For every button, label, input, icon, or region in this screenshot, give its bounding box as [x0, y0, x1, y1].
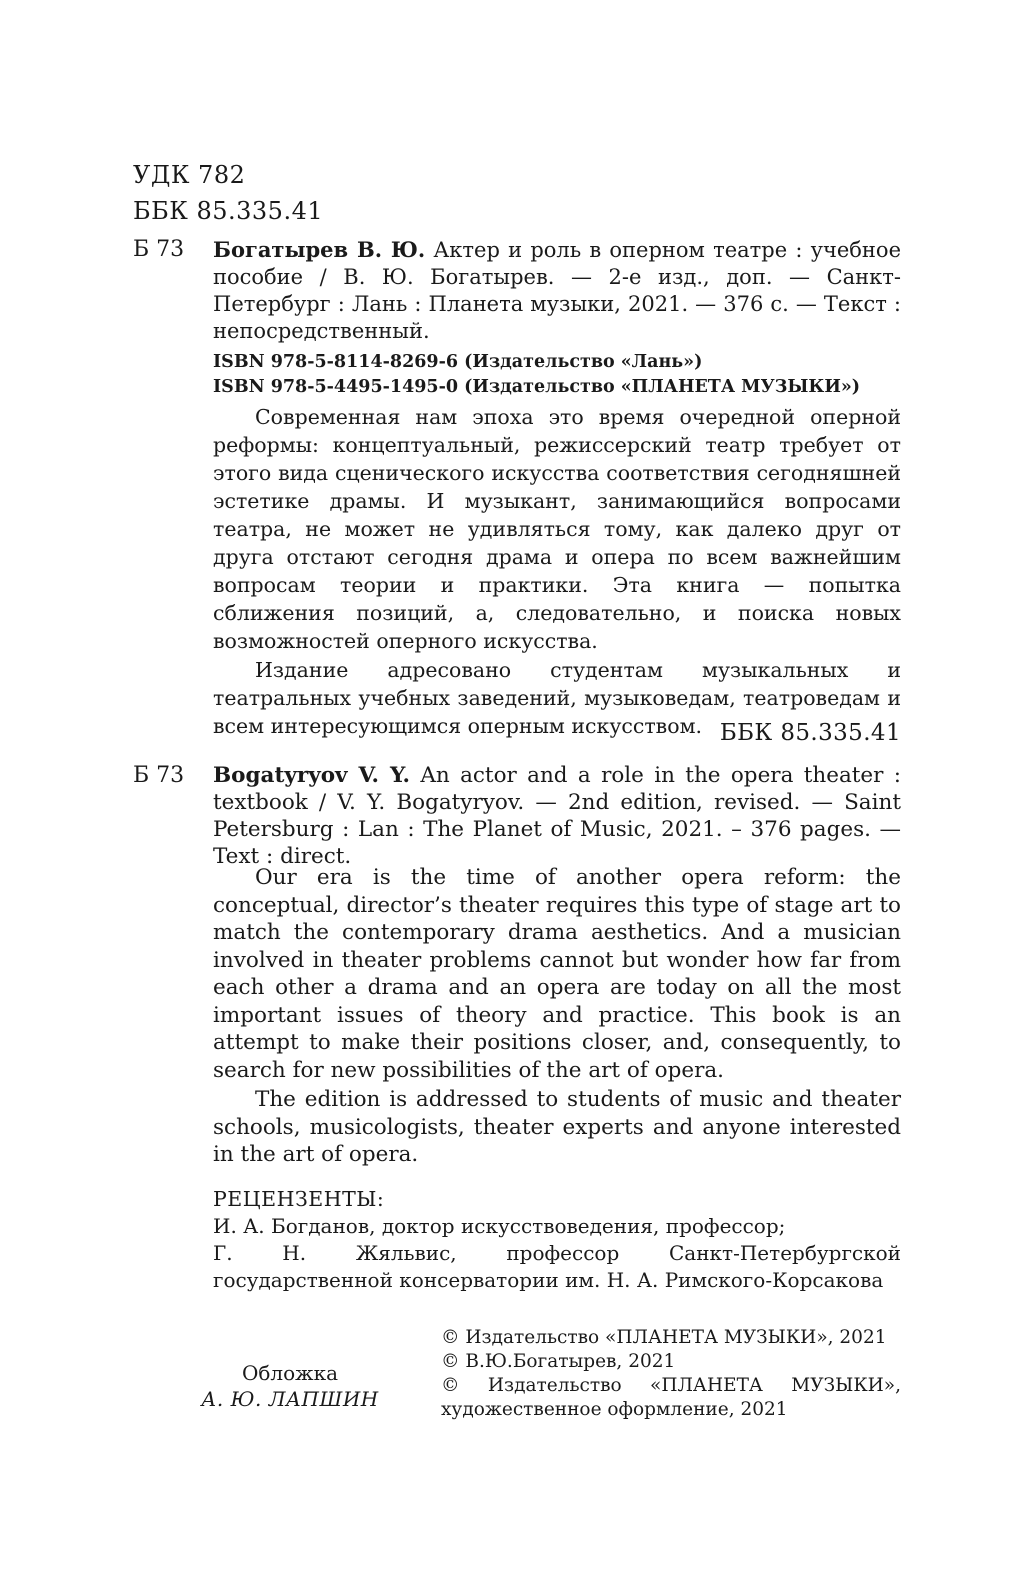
- abstract-ru: [213, 403, 901, 741]
- copyright-line: © Издательство «ПЛАНЕТА МУЗЫКИ», 2021: [441, 1327, 887, 1348]
- reviewer-entry: Г. Н. Жяльвис, профессор Санкт-Петербургской государственной консерватории им. Н. А. Римского-Корсакова: [213, 1241, 901, 1292]
- author-mark-ru: Б 73: [133, 237, 185, 262]
- bibliographic-record-ru: [213, 236, 901, 345]
- abstract-paragraph: Современная нам эпоха это время очередной оперной реформы: концептуальный, режиссерский театр требует от этого вида сценического искусства соответствия сегодняшней эстетике драмы. И музыкант, занимающийся вопросами театра, не может не удивляться тому, как далеко друг от друга отстают сегодня драма и опера по всем важнейшим вопросам теории и практики. Эта книга — попытка сближения позиций, а, следовательно, и поиска новых возможностей оперного искусства.: [213, 405, 901, 653]
- isbn-line: ISBN 978-5-8114-8269-6 (Издательство «Лань»): [213, 352, 703, 372]
- abstract-en: [213, 864, 901, 1171]
- abstract-paragraph: The edition is addressed to students of music and theater schools, musicologists, theater experts and anyone interested in the art of opera.: [213, 1087, 901, 1167]
- copyright-block: [441, 1326, 901, 1422]
- bibliographic-record-en: [213, 762, 901, 870]
- isbn-list: [213, 350, 901, 400]
- reviewers-section: [213, 1185, 901, 1294]
- abstract-paragraph: Our era is the time of another opera reform: the conceptual, director’s theater requires this type of stage art to match the contemporary drama aesthetics. And a musician involved in theater problems cannot but wonder how far from each other a drama and an opera are today on all the most important issues of theory and practice. This book is an attempt to make their positions closer, and, consequently, to search for new possibilities of the art of opera.: [213, 865, 901, 1083]
- abstract-paragraph: Издание адресовано студентам музыкальных и театральных учебных заведений, музыковедам, театроведам и всем интересующимся оперным искусством.: [213, 658, 901, 738]
- copyright-line: © Издательство «ПЛАНЕТА МУЗЫКИ», художественное оформление, 2021: [441, 1375, 901, 1420]
- reviewers-heading: РЕЦЕНЗЕНТЫ:: [213, 1187, 385, 1211]
- cover-artist: А. Ю. ЛАПШИН: [201, 1387, 379, 1411]
- reviewer-entry: И. А. Богданов, доктор искусствоведения, профессор;: [213, 1214, 786, 1238]
- bbk-code: ББК 85.335.41: [133, 197, 324, 225]
- author-name-en: Bogatyryov V. Y.: [213, 763, 411, 788]
- author-mark-en: Б 73: [133, 763, 185, 788]
- bibliographic-description-ru: Актер и роль в оперном театре : учебное пособие / В. Ю. Богатырев. — 2-е изд., доп. — Санкт-Петербург : Лань : Планета музыки, 2021. — 376 с. — Текст : непосредственный.: [213, 238, 901, 343]
- copyright-line: © В.Ю.Богатырев, 2021: [441, 1351, 676, 1372]
- bbk-code-right: ББК 85.335.41: [719, 720, 901, 746]
- bibliographic-description-en: An actor and a role in the opera theater : textbook / V. Y. Bogatyryov. — 2nd edition, revised. — Saint Petersburg : Lan : The Planet of Music, 2021. – 376 pages. — Text : direct.: [213, 763, 901, 869]
- cover-label: Обложка: [241, 1361, 338, 1385]
- cover-credit: [190, 1360, 390, 1412]
- udk-code: УДК 782: [133, 161, 246, 189]
- isbn-line: ISBN 978-5-4495-1495-0 (Издательство «ПЛАНЕТА МУЗЫКИ»): [213, 377, 861, 397]
- author-name-ru: Богатырев В. Ю.: [213, 237, 426, 262]
